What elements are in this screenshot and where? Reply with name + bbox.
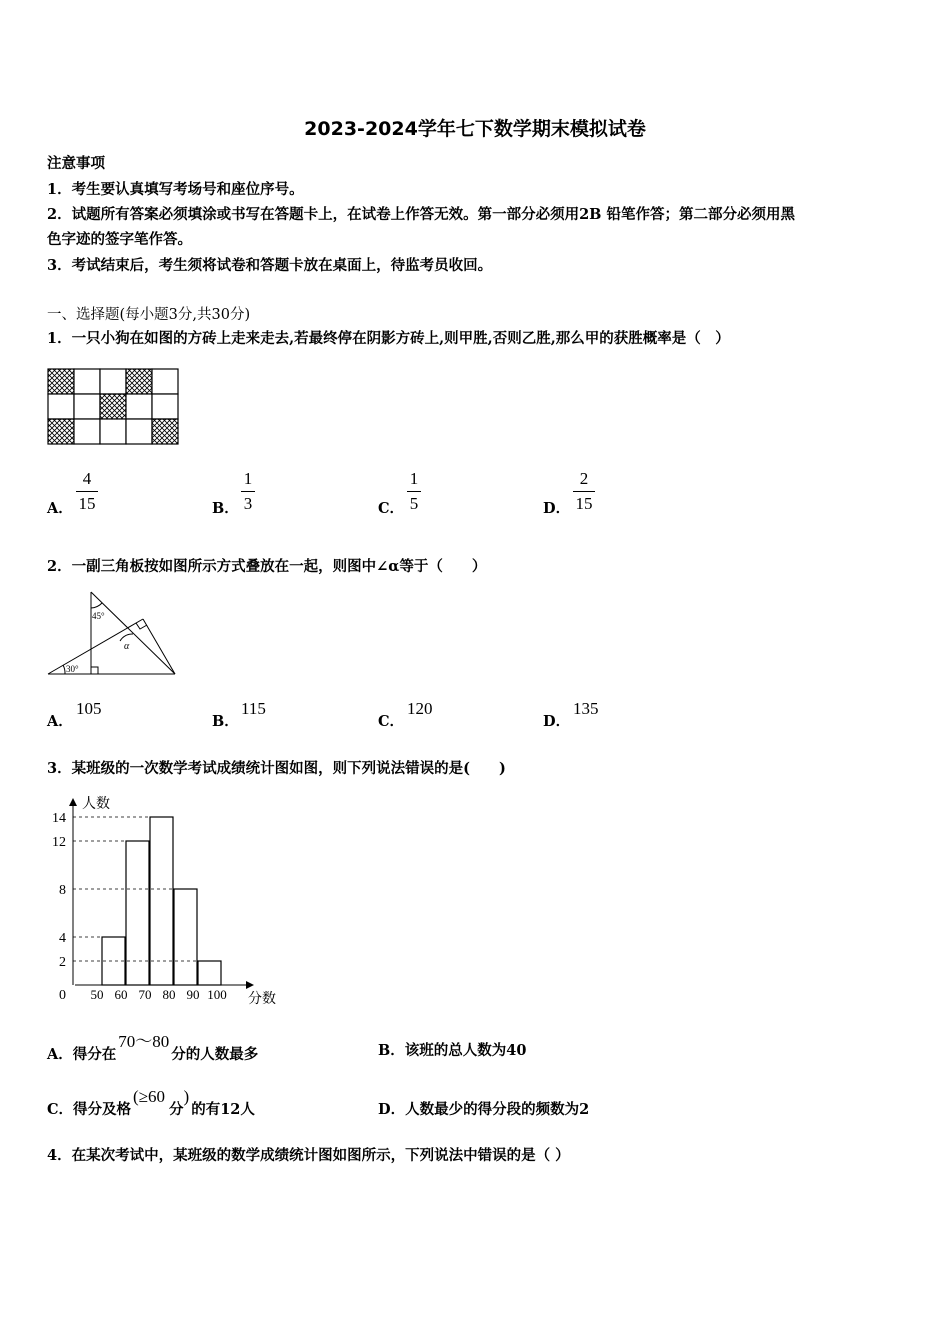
x-axis-arrow: [246, 981, 254, 989]
q1-option-a-fraction: [76, 468, 98, 515]
y-tick-label: 4: [59, 931, 66, 946]
histogram-bar: [198, 961, 221, 985]
y-tick-label: 12: [52, 835, 66, 850]
notes-heading: 注意事项: [47, 155, 105, 172]
angle-label-alpha: α: [124, 641, 130, 652]
angle-arc: [91, 603, 102, 608]
shaded-tile: [100, 394, 126, 419]
tile: [152, 394, 178, 419]
shaded-tile: [126, 369, 152, 394]
shaded-tile: [48, 419, 74, 444]
q2-option-b-value: 115: [241, 699, 266, 718]
tile: [74, 369, 100, 394]
tile: [126, 394, 152, 419]
tile: [100, 419, 126, 444]
angle-label-30: 30°: [66, 664, 79, 674]
q1-option-c-letter[interactable]: C．: [378, 500, 405, 517]
question-3-text: 3．某班级的一次数学考试成绩统计图如图，则下列说法错误的是( ): [47, 760, 506, 777]
note-item: 1．考生要认真填写考场号和座位序号。: [47, 181, 304, 198]
question-2-text: 2．一副三角板按如图所示方式叠放在一起，则图中∠α等于（ ）: [47, 558, 487, 575]
q2-option-c-value: 120: [407, 699, 433, 718]
q1-option-a-letter[interactable]: A．: [47, 500, 73, 517]
q1-option-d-letter[interactable]: D．: [543, 500, 571, 517]
y-axis-label: 人数: [82, 797, 110, 812]
angle-label-45: 45°: [92, 611, 105, 621]
numerator: 2: [579, 469, 589, 488]
q2-option-a-value: 105: [76, 699, 102, 718]
q3-option-a-post: 分的人数最多: [171, 1046, 259, 1063]
histogram-bar: [126, 841, 149, 985]
q2-option-d-value: 135: [573, 699, 599, 718]
q3-option-a-letter: A．: [47, 1046, 73, 1063]
q3-option-c-letter: C．: [47, 1101, 74, 1118]
x-tick-label: 50: [90, 987, 104, 1002]
q3-option-a-pre: 得分在: [72, 1046, 117, 1063]
q1-option-b-fraction: [241, 468, 255, 515]
x-tick-label: 70: [138, 987, 152, 1002]
histogram-chart: [40, 790, 300, 1012]
q3-option-c-post: 的有12人: [191, 1101, 255, 1118]
x-tick-label: 90: [186, 987, 200, 1002]
q3-option-c-paren: ): [183, 1087, 190, 1106]
tile: [48, 394, 74, 419]
note-item: 3．考试结束后，考生须将试卷和答题卡放在桌面上，待监考员收回。: [47, 257, 493, 274]
shaded-tile: [48, 369, 74, 394]
y-axis-arrow: [69, 798, 77, 806]
q3-option-c-pre: 得分及格: [73, 1101, 132, 1118]
q1-option-c-fraction: [407, 468, 421, 515]
q2-option-b-letter[interactable]: B．: [212, 713, 239, 730]
q2-option-a-letter[interactable]: A．: [47, 713, 73, 730]
q3-option-c-math: (≥60: [133, 1087, 166, 1106]
q3-option-a[interactable]: [47, 1032, 259, 1064]
tile: [74, 394, 100, 419]
numerator: 4: [82, 469, 92, 488]
tile: [126, 419, 152, 444]
y-tick-label: 8: [59, 883, 66, 898]
q3-option-c-unit: 分: [169, 1101, 184, 1118]
tile-grid-figure: [47, 368, 180, 445]
section-heading: 一、选择题(每小题3分,共30分): [47, 307, 251, 323]
shaded-tile: [152, 419, 178, 444]
x-tick-label: 100: [207, 987, 227, 1002]
y-tick-label: 14: [52, 811, 66, 826]
q1-option-d-fraction: [573, 468, 595, 515]
numerator: 1: [243, 469, 253, 488]
x-tick-label: 60: [114, 987, 128, 1002]
angle-arc: [120, 634, 133, 641]
note-item: 2．试题所有答案必须填涂或书写在答题卡上，在试卷上作答无效。第一部分必须用2B 铅笔作答；第二部分必须用黑: [47, 206, 795, 223]
denominator: 15: [78, 494, 96, 513]
denominator: 15: [575, 494, 593, 513]
numerator: 1: [409, 469, 419, 488]
x-axis-label: 分数: [248, 992, 276, 1007]
y-tick-label: 2: [59, 955, 66, 970]
tile: [100, 369, 126, 394]
page-title: 2023-2024学年七下数学期末模拟试卷: [304, 118, 646, 140]
angle-arc: [63, 665, 65, 674]
x-tick-label: 80: [162, 987, 176, 1002]
right-angle-mark: [91, 667, 98, 674]
denominator: 5: [409, 494, 419, 513]
question-4-text: 4．在某次考试中，某班级的数学成绩统计图如图所示，下列说法中错误的是（ ）: [47, 1147, 570, 1164]
tile: [152, 369, 178, 394]
histogram-bar: [174, 889, 197, 985]
tile: [74, 419, 100, 444]
note-item: 色字迹的签字笔作答。: [47, 231, 192, 248]
q1-option-b-letter[interactable]: B．: [212, 500, 239, 517]
origin-label: 0: [59, 988, 66, 1003]
q3-option-d[interactable]: D．人数最少的得分段的频数为2: [378, 1101, 590, 1118]
hypotenuse-45: [91, 592, 175, 674]
q2-option-c-letter[interactable]: C．: [378, 713, 405, 730]
histogram-bar: [150, 817, 173, 985]
short-leg: [143, 619, 175, 674]
q3-option-c[interactable]: [47, 1087, 255, 1119]
question-1-text: 1．一只小狗在如图的方砖上走来走去,若最终停在阴影方砖上,则甲胜,否则乙胜,那么甲的获胜概率是（ ）: [47, 330, 730, 347]
q3-option-b[interactable]: B．该班的总人数为40: [378, 1042, 527, 1059]
q2-option-d-letter[interactable]: D．: [543, 713, 571, 730]
triangle-figure: [45, 588, 180, 680]
denominator: 3: [243, 494, 253, 513]
q3-option-a-math: 70～80: [118, 1032, 170, 1051]
